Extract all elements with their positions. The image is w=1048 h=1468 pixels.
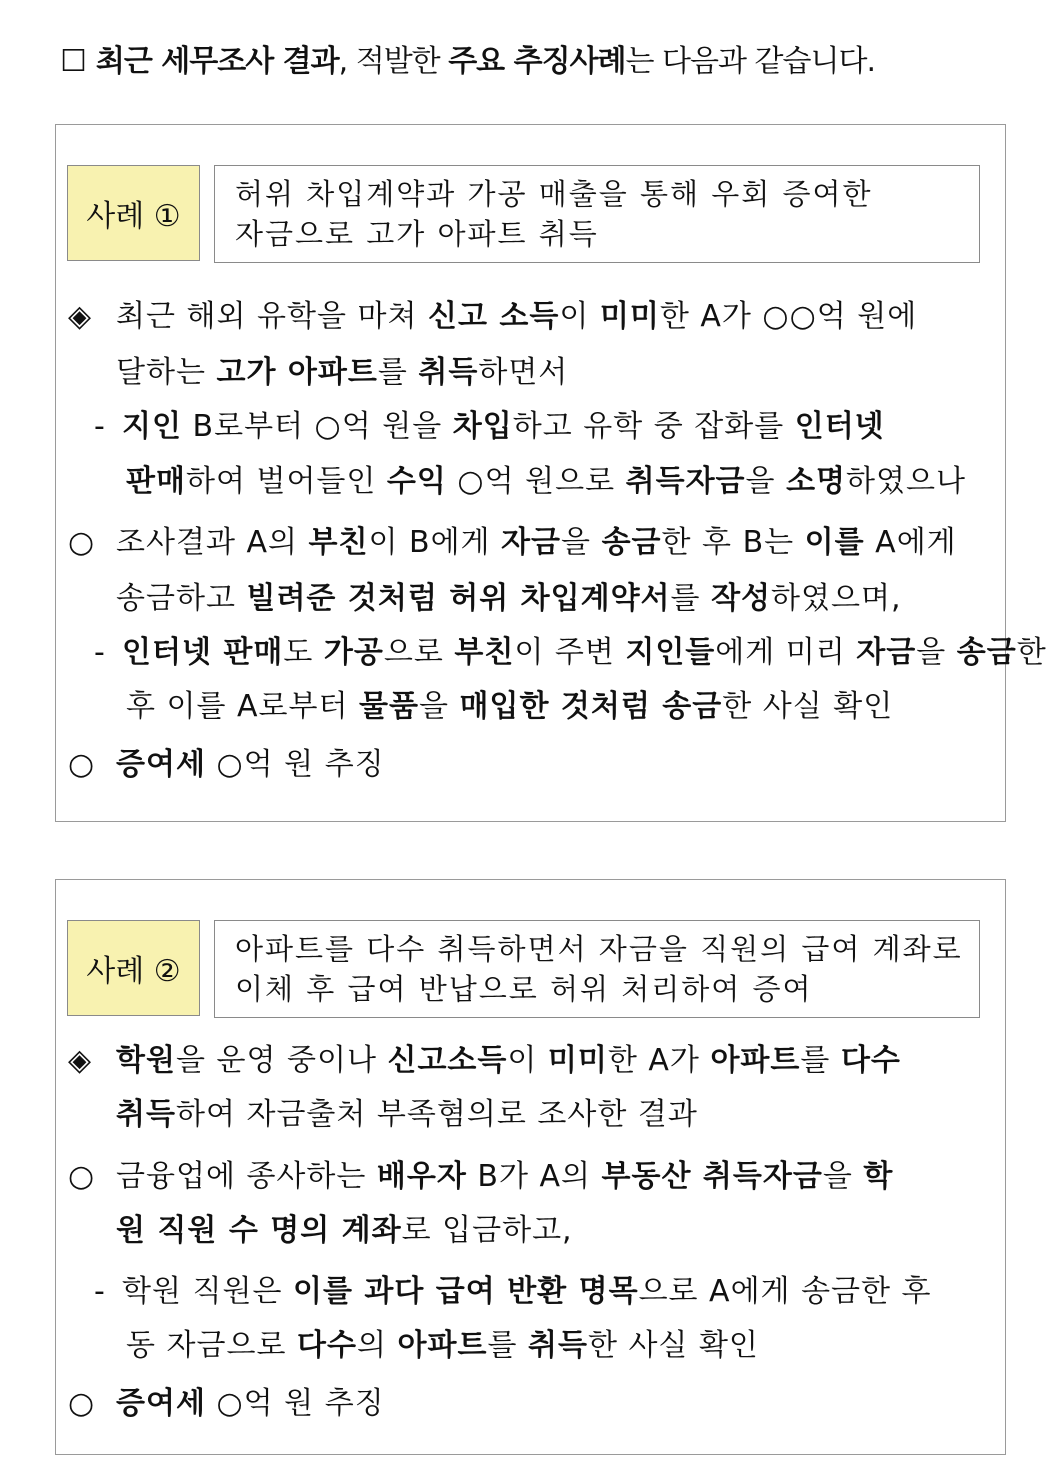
emphasis-text: 다수 (840, 1043, 901, 1078)
body-text: 하여 벌어들인 (185, 464, 387, 499)
body-line (116, 353, 568, 393)
emphasis-text: 아파트 (397, 1328, 488, 1363)
body-text: 조사결과 A의 (116, 525, 309, 560)
emphasis-text: 취득 (527, 1328, 588, 1363)
emphasis-text: 매입한 것처럼 송금 (459, 689, 723, 724)
emphasis-text: 부친 (308, 525, 369, 560)
emphasis-text: 이를 (804, 525, 865, 560)
body-text: 의 (356, 1328, 398, 1363)
case-box-2 (55, 879, 1006, 1455)
body-line (116, 1211, 573, 1251)
body-text: 한 A가 ○○억 원에 (659, 299, 918, 334)
emphasis-text: 취득 (116, 1097, 176, 1132)
body-text: 도 (283, 635, 324, 670)
body-line (94, 1272, 932, 1312)
body-text: ○억 원으로 (446, 464, 626, 499)
emphasis-text: 차입 (452, 409, 513, 444)
emphasis-text: 아파트 (710, 1043, 801, 1078)
emphasis-text: 다수 (296, 1328, 357, 1363)
emphasis-text: 작성 (711, 581, 772, 616)
body-text: 을 (418, 689, 460, 724)
bullet-symbol: ○ (68, 1386, 96, 1421)
emphasis-text: 판매 (126, 464, 186, 499)
dash-marker: - (94, 1274, 106, 1309)
body-text: 최근 해외 유학을 마쳐 (116, 299, 428, 334)
emphasis-text: 증여세 (116, 747, 206, 782)
body-text: ○억 원 추징 (205, 1386, 385, 1421)
body-text: 하였으나 (846, 464, 966, 499)
body-text: 를 (487, 1328, 528, 1363)
body-text: 학원 직원은 (122, 1274, 293, 1309)
body-text: 달하는 (116, 355, 217, 390)
page-heading (60, 40, 1020, 84)
emphasis-text: 이를 과다 급여 반환 명목 (292, 1274, 639, 1309)
emphasis-text: 미미 (547, 1043, 608, 1078)
emphasis-text: 부동산 취득자금 (601, 1159, 823, 1194)
bullet-symbol: ◈ (68, 299, 93, 334)
body-text: 하면서 (478, 355, 569, 390)
emphasis-text: 원 직원 수 명의 계좌 (116, 1213, 402, 1248)
heading-bold-1: 최근 세무조사 결과 (95, 44, 339, 79)
emphasis-text: 지인 (122, 409, 182, 444)
emphasis-text: 학원 (116, 1043, 176, 1078)
body-line (116, 579, 902, 619)
emphasis-text: 취득자금 (625, 464, 746, 499)
bullet-symbol: ○ (68, 1159, 96, 1194)
body-line (126, 462, 966, 502)
body-text: 을 (561, 525, 602, 560)
body-text: 로 입금하고, (401, 1213, 573, 1248)
emphasis-text: 학 (863, 1159, 894, 1194)
body-line (116, 1095, 698, 1135)
summary-line: 허위 차입계약과 가공 매출을 통해 우회 증여한 (235, 177, 873, 211)
body-text: 이 (559, 299, 600, 334)
case-summary (214, 920, 980, 1018)
emphasis-text: 수익 (386, 464, 447, 499)
body-line (68, 297, 917, 337)
emphasis-text: 송금 (601, 525, 662, 560)
body-text: 를 (800, 1043, 841, 1078)
body-text: 이 (507, 1043, 548, 1078)
emphasis-text: 취득 (418, 355, 479, 390)
body-line (94, 407, 885, 447)
body-text: 송금하고 (116, 581, 247, 616)
bullet-symbol: ○ (68, 525, 96, 560)
emphasis-text: 송금 (956, 635, 1017, 670)
body-text: 을 (745, 464, 787, 499)
dash-marker: - (94, 635, 106, 670)
case-summary (214, 165, 980, 263)
body-text: 후 이를 A로부터 (126, 689, 360, 724)
emphasis-text: 신고 소득 (427, 299, 560, 334)
body-line (94, 633, 1047, 673)
summary-line: 이체 후 급여 반납으로 허위 처리하여 증여 (235, 972, 813, 1006)
body-text: 를 (377, 355, 419, 390)
emphasis-text: 가공 (323, 635, 384, 670)
body-text: 한 사실 확인 (587, 1328, 759, 1363)
body-line (68, 523, 957, 563)
heading-bold-2: 주요 추징사례 (448, 44, 626, 79)
body-text: 를 (670, 581, 712, 616)
body-text: 금융업에 종사하는 (116, 1159, 377, 1194)
case-label: 사례 ② (67, 920, 200, 1016)
body-text: 동 자금으로 (126, 1328, 297, 1363)
dash-marker: - (94, 409, 106, 444)
emphasis-text: 배우자 (376, 1159, 467, 1194)
emphasis-text: 빌려준 것처럼 허위 차입계약서 (246, 581, 671, 616)
bullet-symbol: ◈ (68, 1043, 93, 1078)
body-line (68, 745, 385, 785)
body-text: 에게 미리 (715, 635, 857, 670)
emphasis-text: 증여세 (116, 1386, 206, 1421)
body-line (68, 1384, 385, 1424)
body-line (68, 1041, 901, 1081)
heading-plain-1: , 적발한 (338, 44, 449, 79)
emphasis-text: 부친 (454, 635, 515, 670)
body-text: 을 (916, 635, 957, 670)
body-text: 한 사실 확인 (722, 689, 894, 724)
emphasis-text: 고가 아파트 (216, 355, 378, 390)
body-text: 으로 A에게 송금한 후 (638, 1274, 932, 1309)
body-text: 이 B에게 (368, 525, 502, 560)
body-text: 한 A가 (607, 1043, 711, 1078)
body-text: 하고 유학 중 잡화를 (512, 409, 795, 444)
body-text: 하여 자금출처 부족혐의로 조사한 결과 (175, 1097, 698, 1132)
heading-plain-2: 는 다음과 같습니다. (625, 44, 875, 79)
body-text: ○억 원 추징 (205, 747, 385, 782)
body-line (126, 687, 893, 727)
body-text: 이 주변 (514, 635, 626, 670)
emphasis-text: 인터넷 판매 (122, 635, 284, 670)
body-text: A에게 (864, 525, 957, 560)
body-text: 을 운영 중이나 (175, 1043, 388, 1078)
summary-line: 자금으로 고가 아파트 취득 (235, 217, 599, 251)
emphasis-text: 인터넷 (794, 409, 885, 444)
body-text: B가 A의 (466, 1159, 602, 1194)
body-line (126, 1326, 759, 1366)
emphasis-text: 자금 (856, 635, 917, 670)
emphasis-text: 물품 (359, 689, 419, 724)
body-text: 한 (1016, 635, 1047, 670)
bullet-symbol: ○ (68, 747, 96, 782)
body-text: 하였으며, (771, 581, 902, 616)
emphasis-text: 자금 (501, 525, 562, 560)
body-text: 한 후 B는 (661, 525, 805, 560)
emphasis-text: 신고소득 (387, 1043, 508, 1078)
body-text: 을 (822, 1159, 864, 1194)
case-box-1 (55, 124, 1047, 822)
emphasis-text: 미미 (599, 299, 660, 334)
case-label: 사례 ① (67, 165, 200, 261)
checkbox-icon: ☐ (60, 44, 86, 79)
body-text: 으로 (383, 635, 455, 670)
summary-line: 아파트를 다수 취득하면서 자금을 직원의 급여 계좌로 (235, 932, 963, 966)
body-line (68, 1157, 893, 1197)
body-text: B로부터 ○억 원을 (181, 409, 453, 444)
emphasis-text: 소명 (786, 464, 847, 499)
emphasis-text: 지인들 (625, 635, 716, 670)
